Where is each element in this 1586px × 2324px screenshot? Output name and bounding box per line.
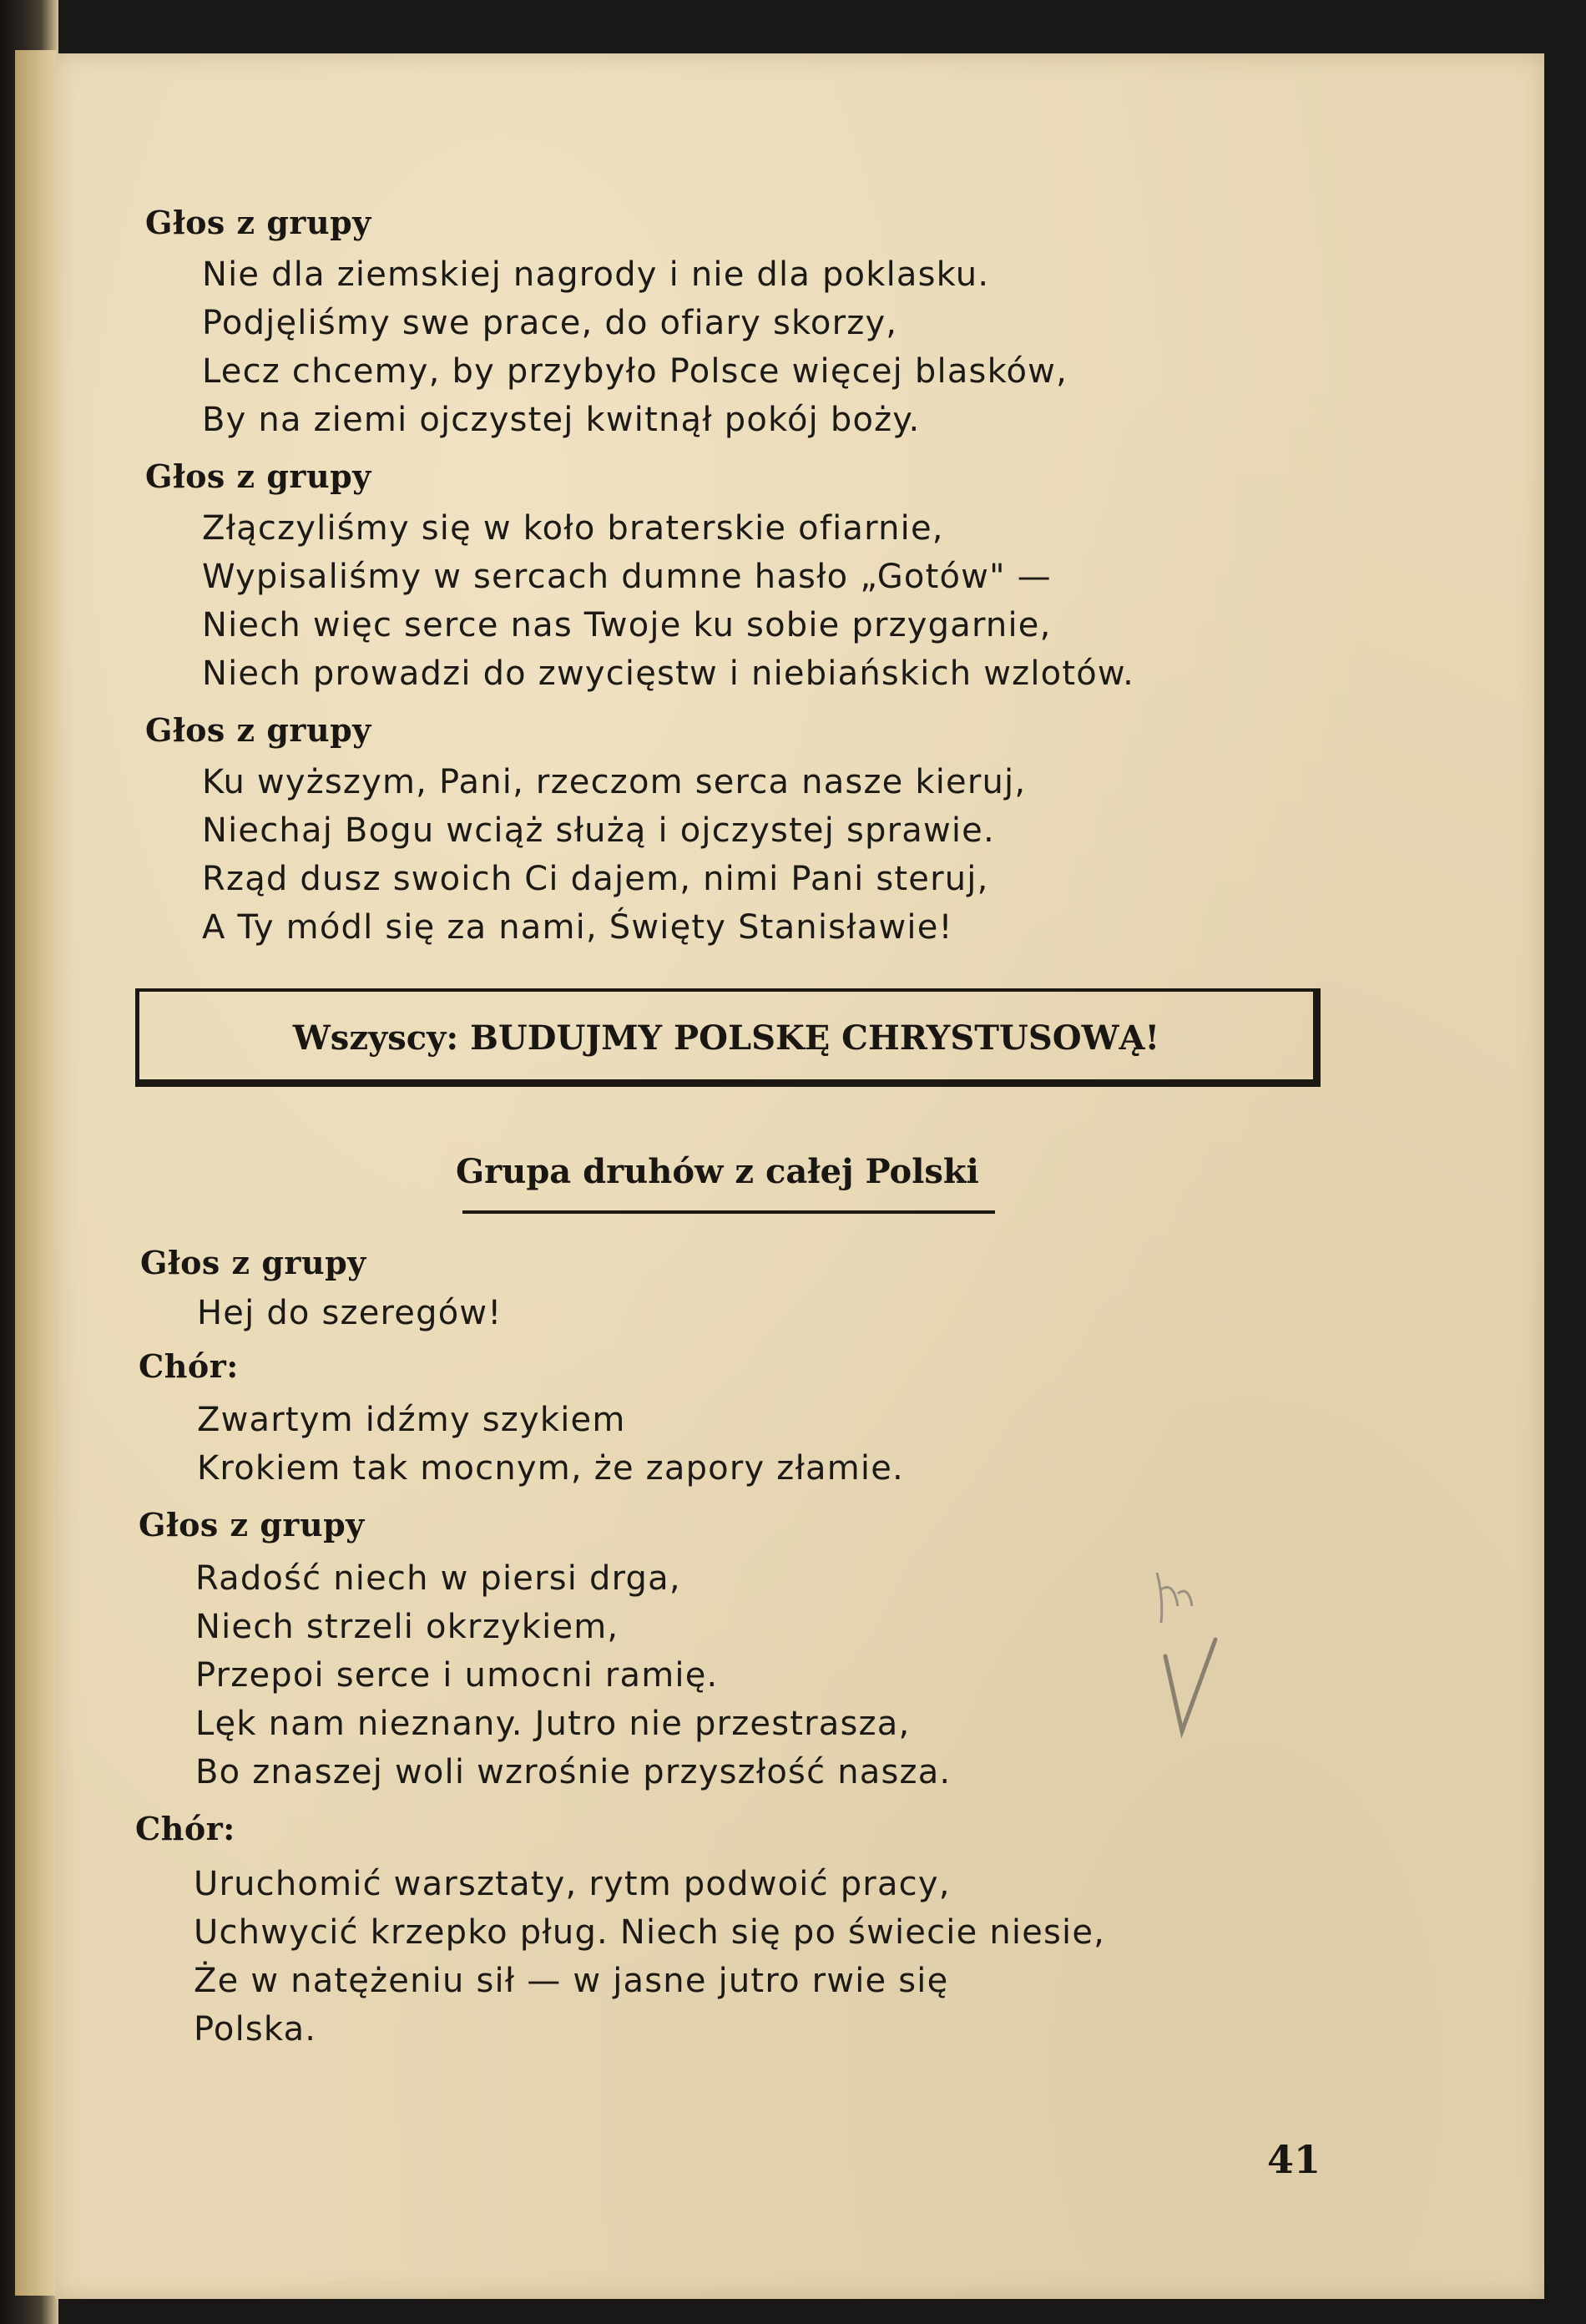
verse-line: Wypisaliśmy w sercach dumne hasło „Gotów" — [202, 558, 1052, 596]
verse-line: Niech prowadzi do zwycięstw i niebiańskich wzlotów. [202, 654, 1135, 693]
speaker-label: Głos z grupy [145, 457, 371, 495]
verse-line: Rząd dusz swoich Ci dajem, nimi Pani steruj, [202, 860, 989, 898]
speaker-label: Głos z grupy [139, 1506, 365, 1543]
pencil-checkmark-annotation [1099, 1556, 1265, 1806]
motto-text: Wszyscy: BUDUJMY POLSKĘ CHRYSTUSOWĄ! [292, 1018, 1160, 1058]
verse-line: Zwartym idźmy szykiem [197, 1401, 626, 1439]
verse-line: Nie dla ziemskiej nagrody i nie dla poklasku. [202, 255, 990, 294]
verse-line: Hej do szeregów! [197, 1294, 503, 1332]
verse-line: A Ty módl się za nami, Święty Stanisławie! [202, 908, 953, 947]
speaker-label: Głos z grupy [145, 204, 371, 241]
verse-line: Uchwycić krzepko pług. Niech się po świecie niesie, [194, 1913, 1106, 1952]
book-page [55, 53, 1544, 2299]
verse-line: By na ziemi ojczystej kwitnął pokój boży. [202, 401, 921, 439]
speaker-label: Chór: [139, 1347, 239, 1385]
verse-line: Krokiem tak mocnym, że zapory złamie. [197, 1449, 904, 1488]
verse-line: Podjęliśmy swe prace, do ofiary skorzy, [202, 304, 898, 342]
speaker-label: Chór: [135, 1810, 235, 1847]
motto-banner [135, 988, 1321, 1087]
verse-line: Ku wyższym, Pani, rzeczom serca nasze kieruj, [202, 763, 1027, 801]
speaker-label: Głos z grupy [145, 711, 371, 749]
verse-line: Lecz chcemy, by przybyło Polsce więcej blasków, [202, 352, 1068, 391]
verse-line: Radość niech w piersi drga, [195, 1559, 681, 1598]
verse-line: Polska. [194, 2010, 317, 2049]
verse-line: Niech więc serce nas Twoje ku sobie przygarnie, [202, 606, 1052, 644]
previous-page-edge [15, 50, 57, 2296]
heading-underline [462, 1210, 995, 1214]
verse-line: Uruchomić warsztaty, rytm podwoić pracy, [194, 1865, 951, 1903]
speaker-label: Głos z grupy [140, 1244, 366, 1281]
verse-line: Złączyliśmy się w koło braterskie ofiarnie, [202, 509, 944, 548]
verse-line: Niech strzeli okrzykiem, [195, 1608, 619, 1646]
page-number: 41 [1267, 2137, 1321, 2182]
verse-line: Niechaj Bogu wciąż służą i ojczystej sprawie. [202, 811, 995, 850]
verse-line: Lęk nam nieznany. Jutro nie przestrasza, [195, 1705, 911, 1743]
section-heading: Grupa druhów z całej Polski [456, 1152, 979, 1191]
verse-line: Że w natężeniu sił — w jasne jutro rwie się [194, 1962, 949, 2000]
verse-line: Przepoi serce i umocni ramię. [195, 1656, 719, 1695]
verse-line: Bo znaszej woli wzrośnie przyszłość nasza. [195, 1753, 952, 1791]
